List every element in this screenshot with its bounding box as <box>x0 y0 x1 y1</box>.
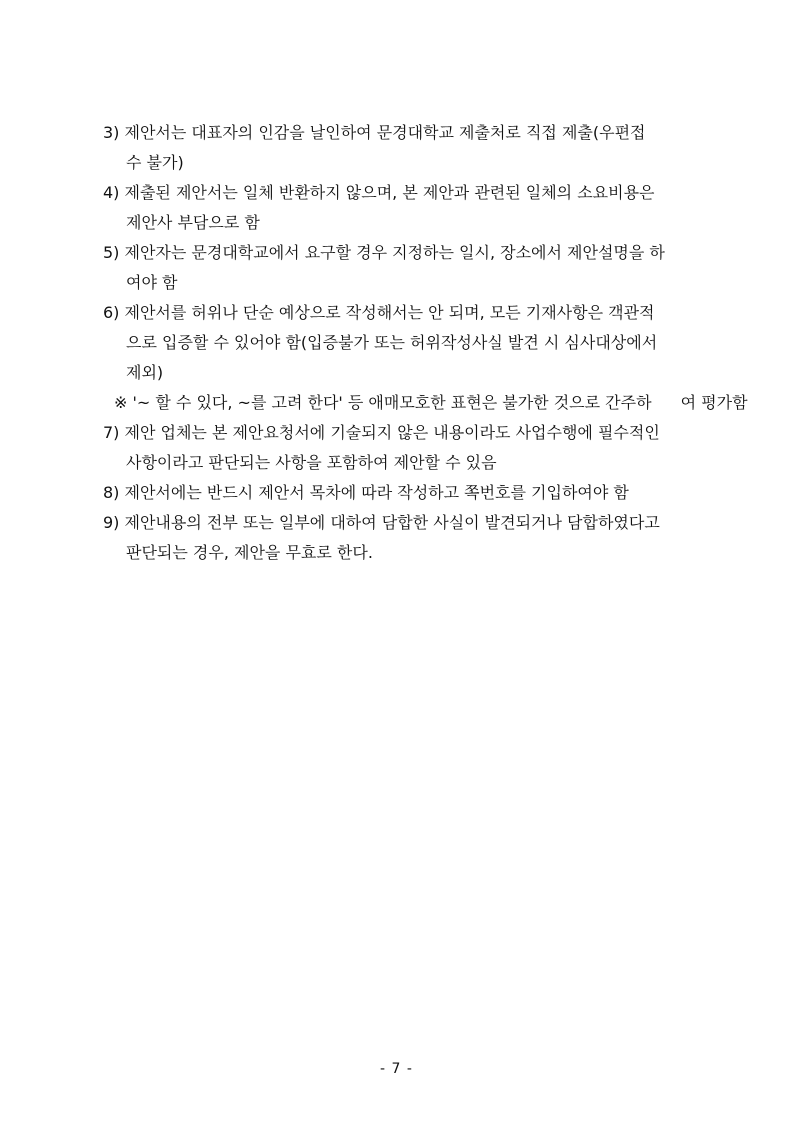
rule-item-5-line-1: 5) 제안자는 문경대학교에서 요구할 경우 지정하는 일시, 장소에서 제안설명을 하 <box>103 243 665 262</box>
rule-item-7 <box>103 418 743 478</box>
rule-item-6-line-2: 으로 입증할 수 있어야 함(입증불가 또는 허위작성사실 발견 시 심사대상에서 <box>126 333 658 352</box>
proposal-rules-list <box>103 118 748 568</box>
rule-item-6-line-3: 제외) <box>126 363 164 382</box>
rule-item-9 <box>103 508 743 568</box>
rule-note <box>103 388 748 418</box>
rule-note-line-1: ※ '~ 할 수 있다, ~를 고려 한다' 등 애매모호한 표현은 불가한 것으로 간주하 <box>114 393 652 412</box>
rule-item-3-line-1: 3) 제안서는 대표자의 인감을 날인하여 문경대학교 제출처로 직접 제출(우편접 <box>103 123 646 142</box>
rule-item-6 <box>103 298 743 388</box>
rule-item-8-line-1: 8) 제안서에는 반드시 제안서 목차에 따라 작성하고 쪽번호를 기입하여야 함 <box>103 483 629 502</box>
rule-item-9-line-1: 9) 제안내용의 전부 또는 일부에 대하여 담합한 사실이 발견되거나 담합하였다고 <box>103 513 660 532</box>
rule-note-line-2: 여 평가함 <box>680 393 748 412</box>
rule-item-8 <box>103 478 743 508</box>
page-number: - 7 - <box>380 1061 413 1077</box>
rule-item-7-line-1: 7) 제안 업체는 본 제안요청서에 기술되지 않은 내용이라도 사업수행에 필수적인 <box>103 423 660 442</box>
rule-item-6-line-1: 6) 제안서를 허위나 단순 예상으로 작성해서는 안 되며, 모든 기재사항은 객관적 <box>103 303 655 322</box>
rule-item-4-line-2: 제안사 부담으로 함 <box>126 213 260 232</box>
rule-item-5-line-2: 여야 함 <box>126 273 178 292</box>
rule-item-7-line-2: 사항이라고 판단되는 사항을 포함하여 제안할 수 있음 <box>126 453 497 472</box>
rule-item-3-line-2: 수 불가) <box>126 153 184 172</box>
rule-item-3 <box>103 118 743 178</box>
rule-item-4 <box>103 178 743 238</box>
rule-item-4-line-1: 4) 제출된 제안서는 일체 반환하지 않으며, 본 제안과 관련된 일체의 소요비용은 <box>103 183 655 202</box>
rule-item-5 <box>103 238 743 298</box>
rule-item-9-line-2: 판단되는 경우, 제안을 무효로 한다. <box>126 543 373 562</box>
